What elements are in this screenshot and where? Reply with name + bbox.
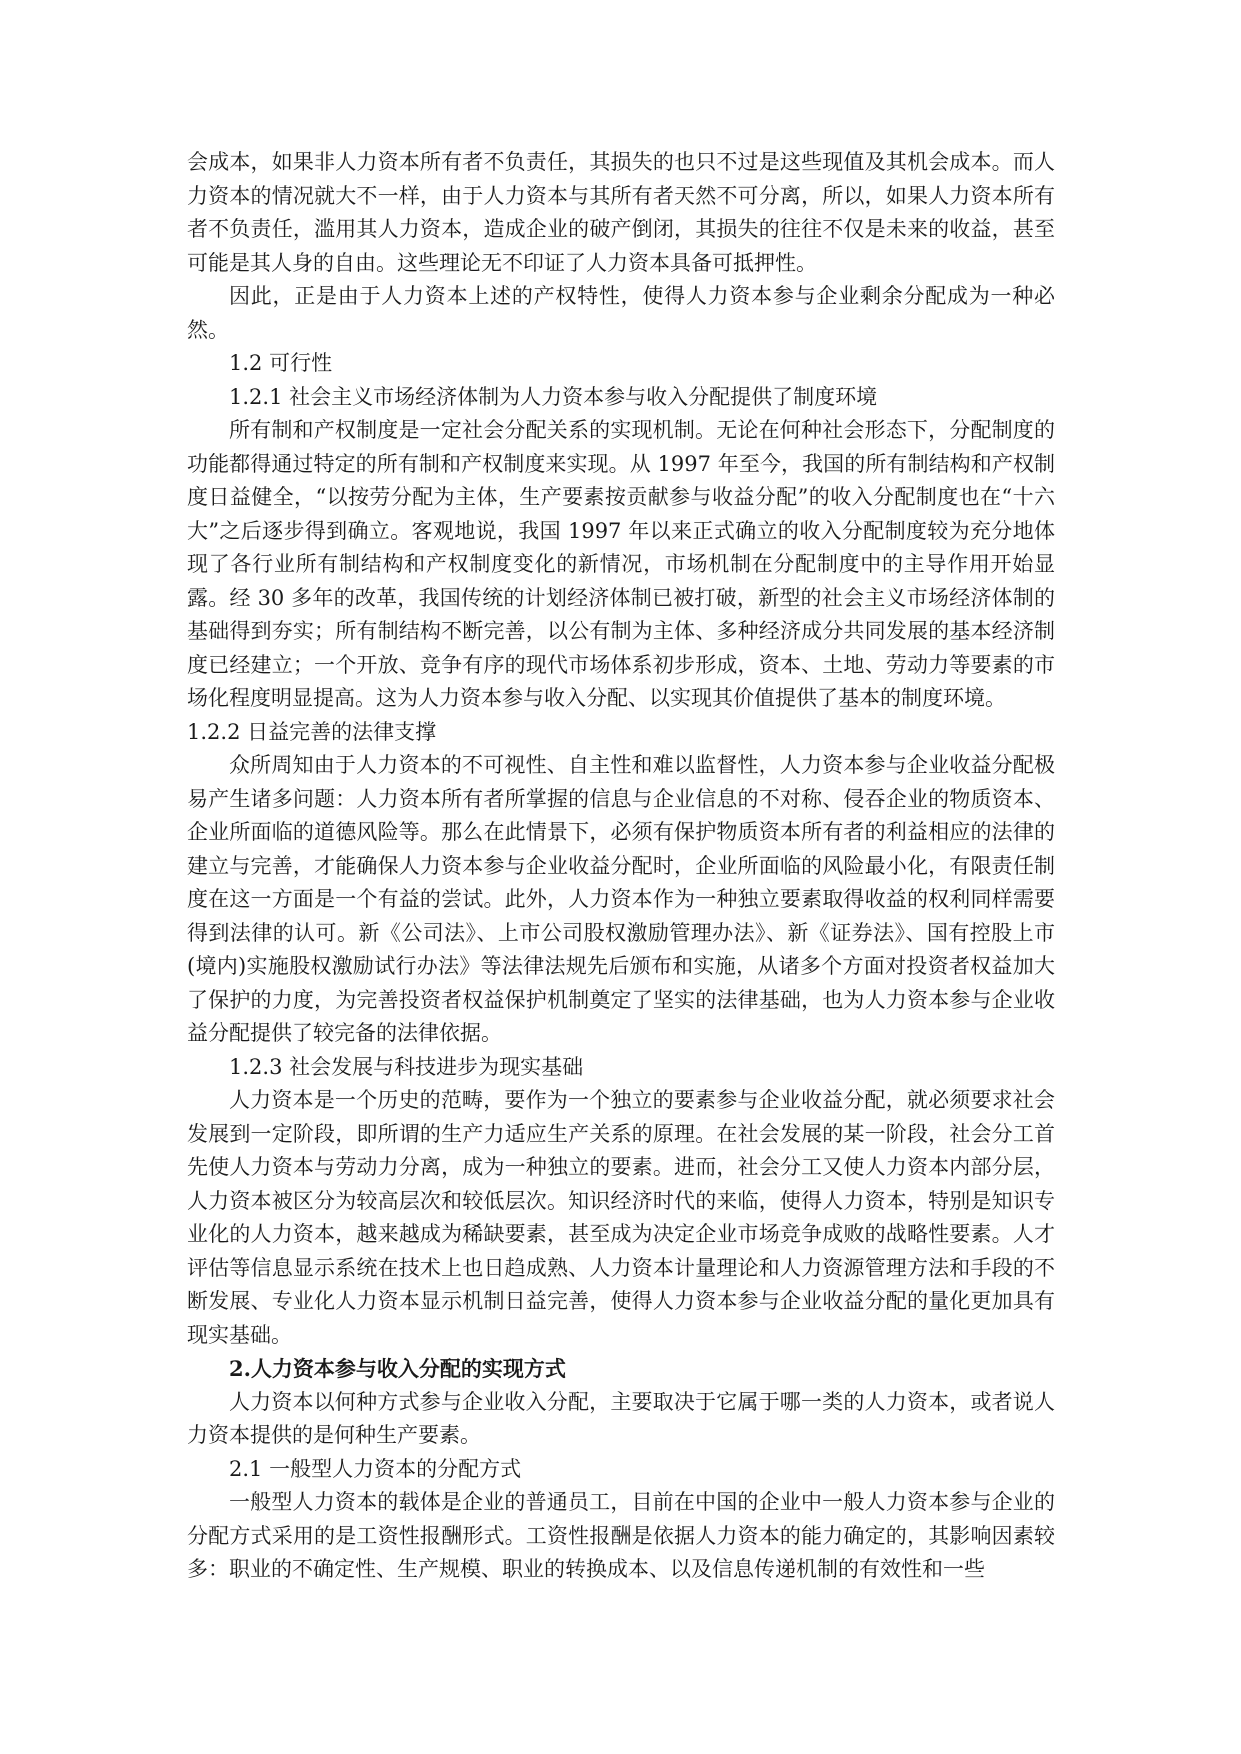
paragraph: 一般型人力资本的载体是企业的普通员工，目前在中国的企业中一般人力资本参与企业的分配方式采用的是工资性报酬形式。工资性报酬是依据人力资本的能力确定的，其影响因素较多：职业的不确定性、生产规模、职业的转换成本、以及信息传递机制的有效性和一些 xyxy=(187,1490,1055,1581)
section-heading: 2.1 一般型人力资本的分配方式 xyxy=(229,1456,522,1481)
subsection-heading: 1.2.1 社会主义市场经济体制为人力资本参与收入分配提供了制度环境 xyxy=(229,384,878,409)
subsection-heading: 1.2.3 社会发展与科技进步为现实基础 xyxy=(229,1054,584,1079)
document-page xyxy=(187,146,1055,1587)
paragraph: 众所周知由于人力资本的不可视性、自主性和难以监督性，人力资本参与企业收益分配极易产生诸多问题：人力资本所有者所掌握的信息与企业信息的不对称、侵吞企业的物质资本、企业所面临的道德风险等。那么在此情景下，必须有保护物质资本所有者的利益相应的法律的建立与完善，才能确保人力资本参与企业收益分配时，企业所面临的风险最小化，有限责任制度在这一方面是一个有益的尝试。此外，人力资本作为一种独立要素取得收益的权利同样需要得到法律的认可。新《公司法》、上市公司股权激励管理办法》、新《证券法》、国有控股上市(境内)实施股权激励试行办法》等法律法规先后颁布和实施，从诸多个方面对投资者权益加大了保护的力度，为完善投资者权益保护机制奠定了坚实的法律基础，也为人力资本参与企业收益分配提供了较完备的法律依据。 xyxy=(187,753,1055,1045)
chapter-heading: 2.人力资本参与收入分配的实现方式 xyxy=(229,1356,566,1381)
paragraph: 人力资本以何种方式参与企业收入分配，主要取决于它属于哪一类的人力资本，或者说人力资本提供的是何种生产要素。 xyxy=(187,1389,1055,1447)
paragraph: 会成本，如果非人力资本所有者不负责任，其损失的也只不过是这些现值及其机会成本。而人力资本的情况就大不一样，由于人力资本与其所有者天然不可分离，所以，如果人力资本所有者不负责任，滥用其人力资本，造成企业的破产倒闭，其损失的往往不仅是未来的收益，甚至可能是其人身的自由。这些理论无不印证了人力资本具备可抵押性。 xyxy=(187,150,1055,275)
paragraph: 因此，正是由于人力资本上述的产权特性，使得人力资本参与企业剩余分配成为一种必然。 xyxy=(187,284,1055,342)
paragraph: 人力资本是一个历史的范畴，要作为一个独立的要素参与企业收益分配，就必须要求社会发展到一定阶段，即所谓的生产力适应生产关系的原理。在社会发展的某一阶段，社会分工首先使人力资本与劳动力分离，成为一种独立的要素。进而，社会分工又使人力资本内部分层，人力资本被区分为较高层次和较低层次。知识经济时代的来临，使得人力资本，特别是知识专业化的人力资本，越来越成为稀缺要素，甚至成为决定企业市场竞争成败的战略性要素。人才评估等信息显示系统在技术上也日趋成熟、人力资本计量理论和人力资源管理方法和手段的不断发展、专业化人力资本显示机制日益完善，使得人力资本参与企业收益分配的量化更加具有现实基础。 xyxy=(187,1088,1055,1347)
section-heading: 1.2 可行性 xyxy=(229,351,333,375)
subsection-heading: 1.2.2 日益完善的法律支撑 xyxy=(187,719,437,744)
paragraph: 所有制和产权制度是一定社会分配关系的实现机制。无论在何种社会形态下，分配制度的功能都得通过特定的所有制和产权制度来实现。从 1997 年至今，我国的所有制结构和产权制度日益健全，“以按劳分配为主体，生产要素按贡献参与收益分配”的收入分配制度也在“十六大”之后逐步得到确立。客观地说，我国 1997 年以来正式确立的收入分配制度较为充分地体现了各行业所有制结构和产权制度变化的新情况，市场机制在分配制度中的主导作用开始显露。经 30 多年的改革，我国传统的计划经济体制已被打破，新型的社会主义市场经济体制的基础得到夯实；所有制结构不断完善，以公有制为主体、多种经济成分共同发展的基本经济制度已经建立；一个开放、竞争有序的现代市场体系初步形成，资本、土地、劳动力等要素的市场化程度明显提高。这为人力资本参与收入分配、以实现其价值提供了基本的制度环境。 xyxy=(187,418,1055,710)
